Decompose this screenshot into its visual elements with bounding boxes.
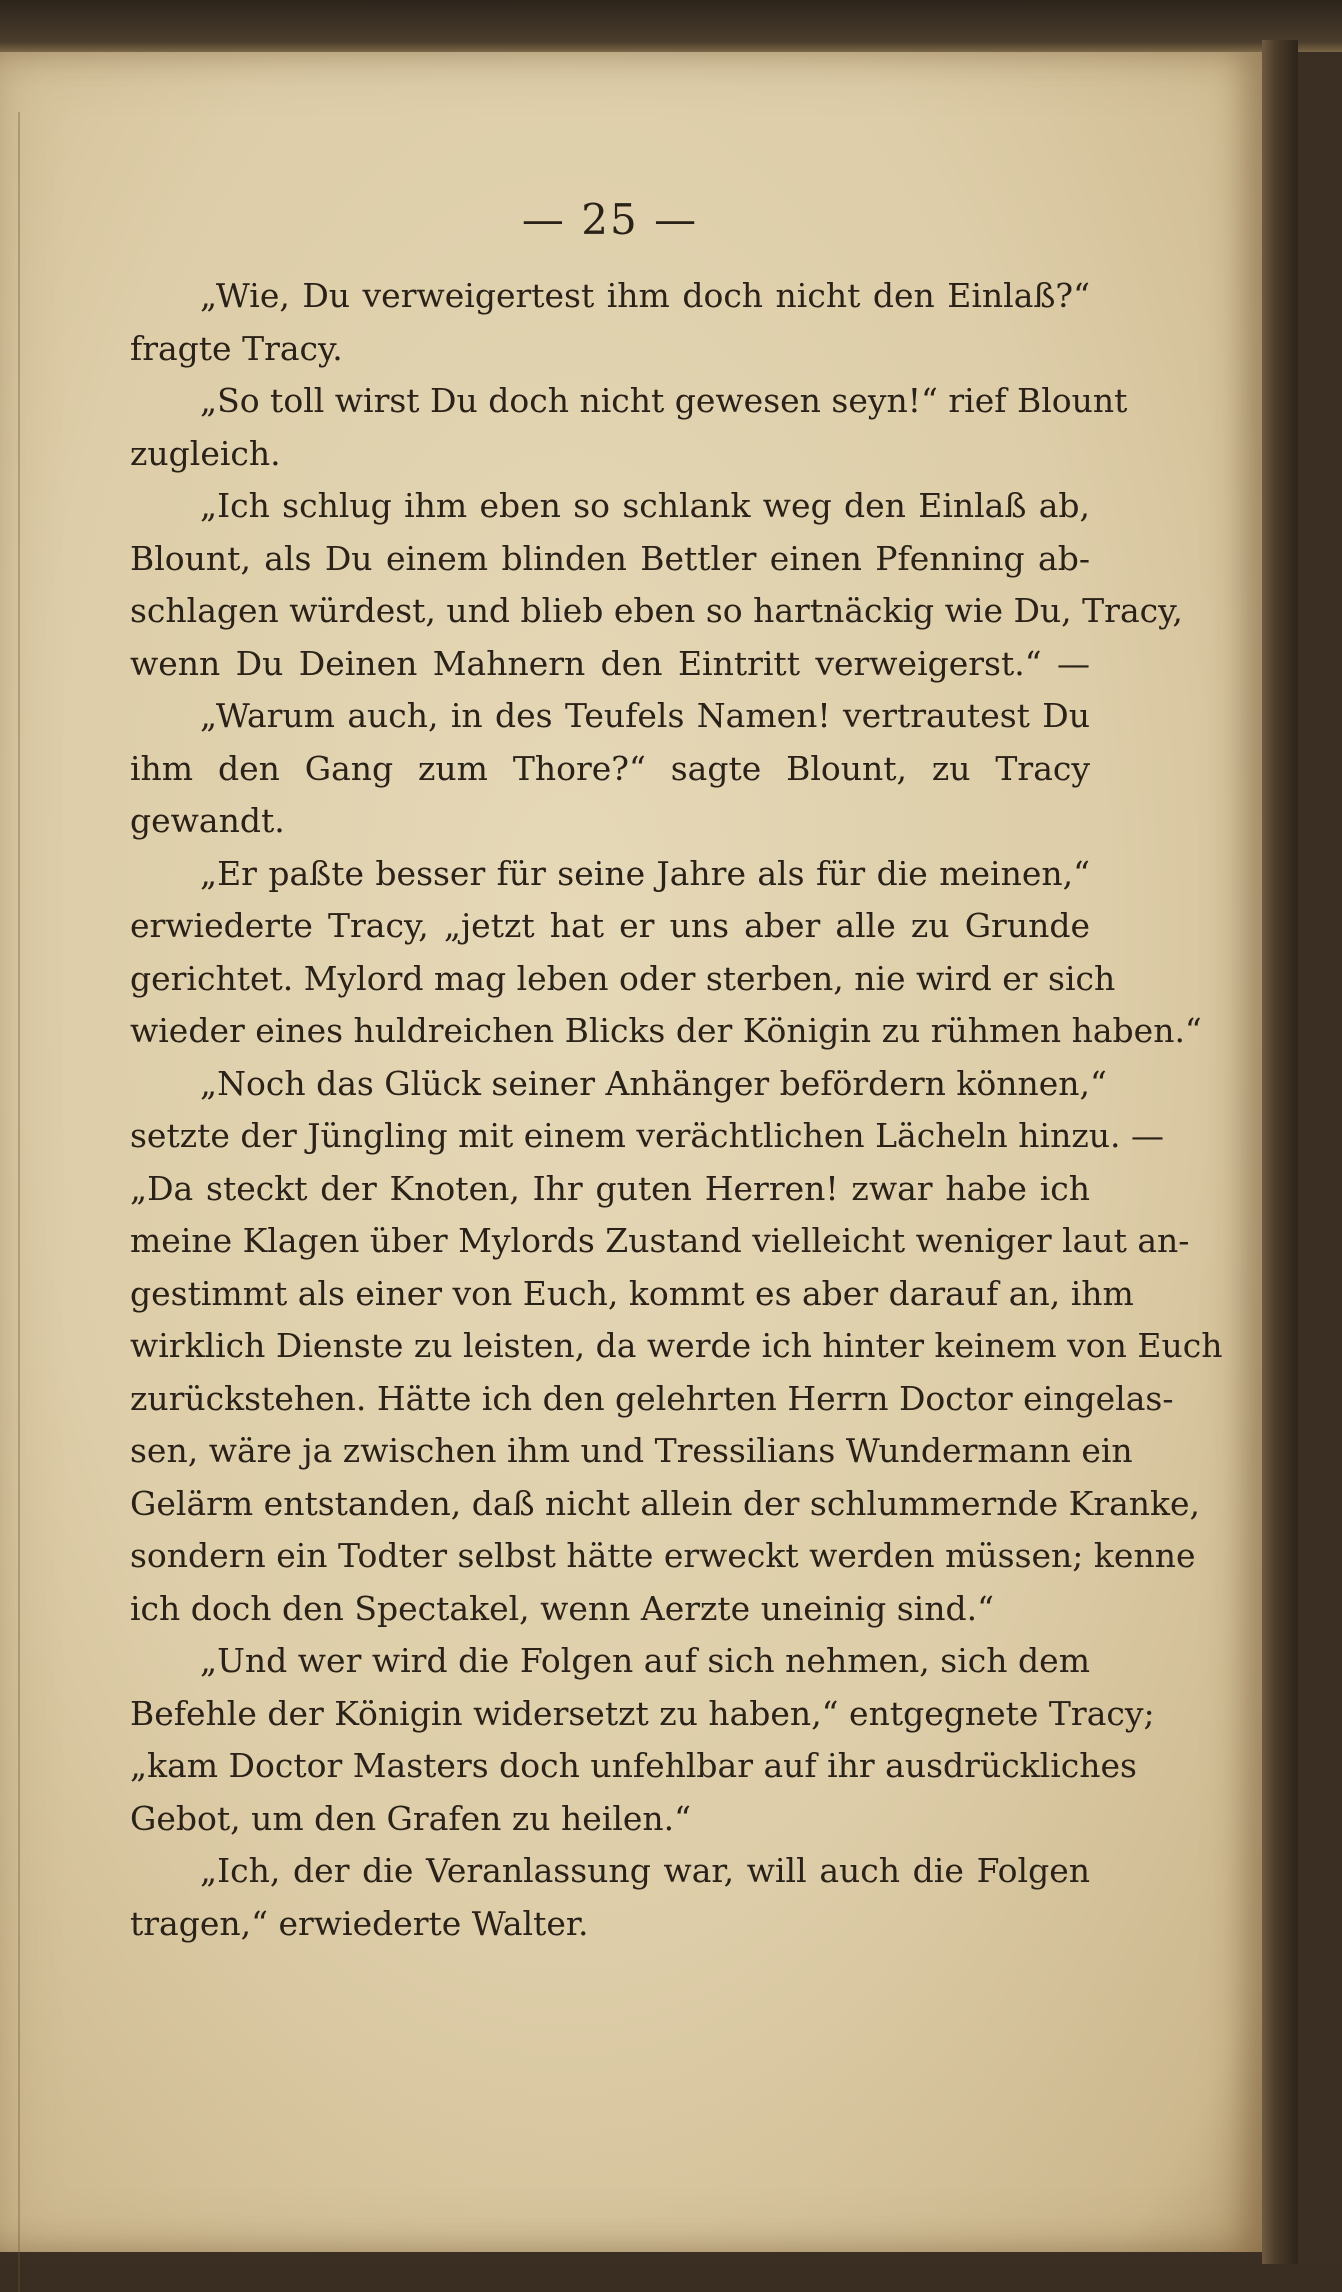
text-line: sondern ein Todter selbst hätte erweckt werden müssen; kenne bbox=[130, 1536, 1196, 1575]
text-line: wirklich Dienste zu leisten, da werde ich hinter keinem von Euch bbox=[130, 1326, 1223, 1365]
text-line: „Noch das Glück seiner Anhänger befördern können,“ bbox=[200, 1063, 1107, 1103]
text-line: meine Klagen über Mylords Zustand vielleicht weniger laut an- bbox=[130, 1221, 1190, 1260]
text-line: Blount, als Du einem blinden Bettler einen Pfenning ab- bbox=[130, 538, 1090, 578]
text-line: „Da steckt der Knoten, Ihr guten Herren! zwar habe ich bbox=[130, 1168, 1090, 1208]
text-line: zurückstehen. Hätte ich den gelehrten Herrn Doctor eingelas- bbox=[130, 1378, 1174, 1418]
text-line: „Warum auch, in des Teufels Namen! vertrautest Du bbox=[200, 696, 1090, 735]
text-line: wenn Du Deinen Mahnern den Eintritt verweigerst.“ — bbox=[130, 643, 1090, 683]
paragraph bbox=[130, 1058, 1223, 1636]
paragraph bbox=[130, 1635, 1155, 1845]
paragraph bbox=[130, 848, 1202, 1058]
paragraph bbox=[130, 270, 1090, 375]
book-page-edge bbox=[1262, 40, 1298, 2264]
text-line: „Ich, der die Veranlassung war, will auch die Folgen bbox=[200, 1851, 1090, 1890]
text-line: „So toll wirst Du doch nicht gewesen seyn!“ rief Blount bbox=[200, 381, 1128, 420]
text-line: setzte der Jüngling mit einem verächtlichen Lächeln hinzu. — bbox=[130, 1116, 1164, 1155]
text-line: gestimmt als einer von Euch, kommt es aber darauf an, ihm bbox=[130, 1273, 1134, 1313]
paragraph bbox=[130, 1845, 1090, 1950]
text-line: „Ich schlug ihm eben so schlank weg den Einlaß ab, bbox=[200, 486, 1090, 525]
page-text bbox=[130, 270, 1223, 1950]
text-line: erwiederte Tracy, „jetzt hat er uns aber alle zu Grunde bbox=[130, 906, 1090, 945]
text-line: gerichtet. Mylord mag leben oder sterben, nie wird er sich bbox=[130, 958, 1116, 998]
text-line: wieder eines huldreichen Blicks der Königin zu rühmen haben.“ bbox=[130, 1011, 1202, 1050]
text-line: „Er paßte besser für seine Jahre als für die meinen,“ bbox=[200, 853, 1090, 893]
text-line: sen, wäre ja zwischen ihm und Tressilians Wundermann ein bbox=[130, 1431, 1133, 1470]
text-line: gewandt. bbox=[130, 801, 285, 840]
text-line: ich doch den Spectakel, wenn Aerzte uneinig sind.“ bbox=[130, 1588, 994, 1628]
text-line: „kam Doctor Masters doch unfehlbar auf ihr ausdrückliches bbox=[130, 1746, 1137, 1785]
page-number: — 25 — bbox=[521, 195, 699, 244]
text-line: „Und wer wird die Folgen auf sich nehmen, sich dem bbox=[200, 1641, 1090, 1680]
book-top-edge bbox=[0, 0, 1342, 52]
text-line: ihm den Gang zum Thore?“ sagte Blount, zu Tracy bbox=[130, 748, 1090, 788]
text-line: zugleich. bbox=[130, 433, 281, 473]
gutter-shadow bbox=[18, 112, 20, 2292]
paragraph bbox=[130, 375, 1128, 480]
paragraph bbox=[130, 480, 1183, 690]
paragraph bbox=[130, 690, 1090, 848]
text-line: schlagen würdest, und blieb eben so hartnäckig wie Du, Tracy, bbox=[130, 591, 1183, 630]
text-line: Gebot, um den Grafen zu heilen.“ bbox=[130, 1798, 692, 1838]
text-line: „Wie, Du verweigertest ihm doch nicht den Einlaß?“ bbox=[200, 276, 1090, 315]
text-line: tragen,“ erwiederte Walter. bbox=[130, 1903, 589, 1943]
text-line: Gelärm entstanden, daß nicht allein der schlummernde Kranke, bbox=[130, 1483, 1201, 1523]
text-line: fragte Tracy. bbox=[130, 328, 343, 368]
text-line: Befehle der Königin widersetzt zu haben,“ entgegnete Tracy; bbox=[130, 1693, 1155, 1733]
